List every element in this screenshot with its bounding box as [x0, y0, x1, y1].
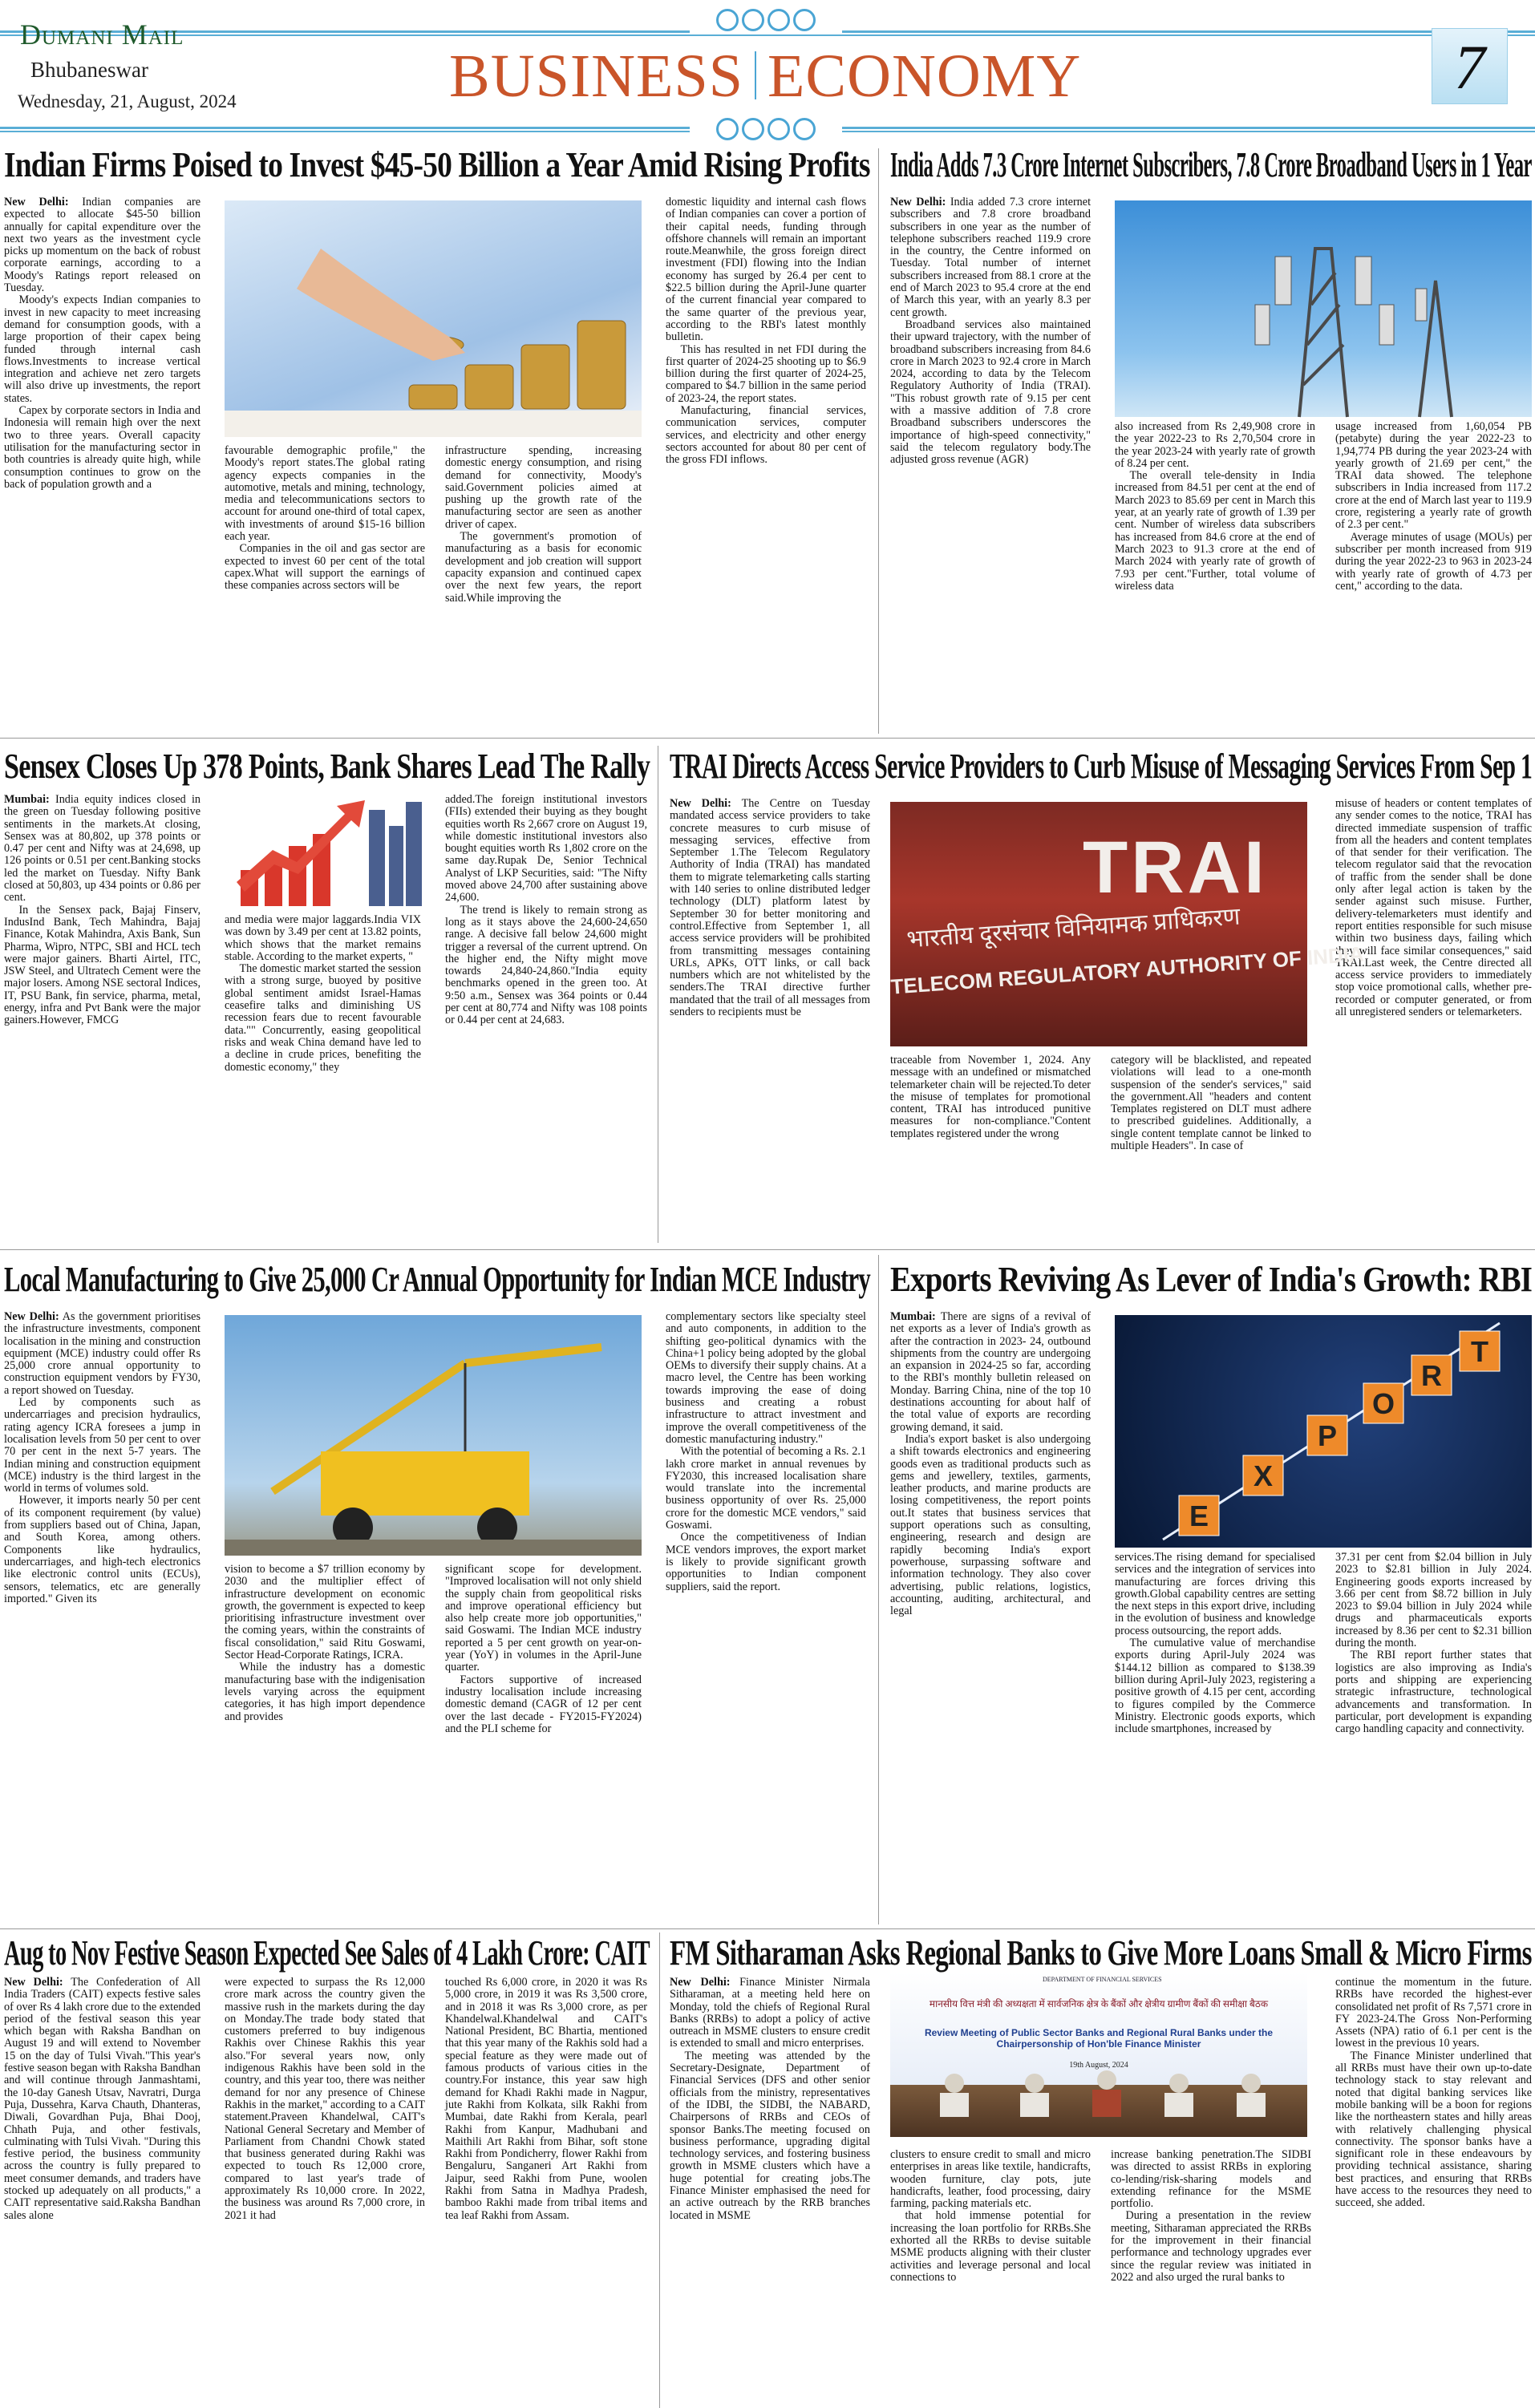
paragraph-text: complementary sectors like specialty steel and auto components, in addition to the shifting geo-political dynamics with the China+1 policy being adopted by the global OEMs to diversify their supply chains. At a macro level, the Centre has been working towards improving the ease of doing business and creating a robust infrastructure to attract investment and improve the overall competitiveness of the domestic manufacturing industry.": [666, 1310, 866, 1446]
paragraph: [4, 1495, 200, 1605]
article-column: [1335, 421, 1532, 727]
dateline: New Delhi:: [4, 196, 69, 208]
paragraph: [1111, 2210, 1311, 2284]
article-column: [4, 1311, 200, 1922]
paragraph: [890, 1054, 1091, 1140]
article-column: [670, 798, 870, 1241]
headline-internet-subscribers[interactable]: India Adds 7.3 Crore Internet Subscribers, 7.8 Crore Broadband Users in 1 Year: [890, 145, 1532, 184]
paragraph-text: The Centre on Tuesday mandated access service providers to take concrete measures to curb misuse of messaging services, effective from September 1.The Telecom Regulatory Authority of India (TRAI) has mandated them to migrate telemarketing calls starting with 140 series to online distributed ledger technology (DLT) platform latest by September 30 for better monitoring and control.Effective from September 1, all access service providers will be prohibited from transmitting messages containing URLs, APKs, OTT links, or call back numbers which are not whitelisted by the senders.The TRAI directive further mandated that the trail of all messages from senders to recipients must be: [670, 797, 870, 1019]
paragraph: [445, 531, 642, 605]
paragraph: [225, 914, 421, 963]
paragraph: [666, 196, 866, 344]
paragraph-text: misuse of headers or content templates of any sender comes to the notice, TRAI has directed immediate suspension of traffic from all the headers and content templates of that sender for their verification. The telecom regulator said that the revocation of traffic from the sender shall be done only after legal action is taken by the sender against such misuse. Further, delivery-telemarketers must identify and report entities responsible for such misuse within two business days, failing which they will face similar consequences," said TRAI.Last week, the Centre directed all access service providers to immediately stop voice promotional calls, whether pre-recorded or computer generated, or from all unregistered senders or telemarketers.: [1335, 797, 1532, 1019]
section-title: [449, 42, 1081, 111]
trai-hindi-sign: भारतीय दूरसंचार विनियामक प्राधिकरण: [905, 903, 1241, 953]
headline-exports[interactable]: Exports Reviving As Lever of India's Growth: RBI: [890, 1260, 1533, 1299]
paragraph-text: The government's promotion of manufacturing as a basis for economic development and job creation will support capacity expansion and continued capex over the next few years, the report said.While improving the: [445, 530, 642, 605]
paragraph: [225, 1564, 425, 1661]
paragraph: [445, 905, 647, 1027]
construction-crane-photo: [225, 1315, 642, 1556]
paragraph: [1335, 798, 1532, 1018]
paragraph-text: Broadband services also maintained their upward trajectory, with the number of broadband subscribers increasing from 84.6 crore in March 2023 to 92.4 crore in March 2024, according to data by the Telecom Regulatory Authority of India (TRAI). "This robust growth rate of 9.15 per cent with a massive addition of 7.8 crore Broadband subscribers underscores the importance of high-speed connectivity," said the telecom regulatory body.The adjusted gross revenue (AGR): [890, 318, 1091, 467]
paragraph: [1115, 1552, 1315, 1637]
paragraph-text: Manufacturing, financial services, communication services, computer services, and electricity and other energy sectors accounted for about 80 per cent of the gross FDI inflows.: [666, 404, 866, 467]
paragraph: [666, 1446, 866, 1532]
paragraph-text: In the Sensex pack, Bajaj Finserv, IndusInd Bank, Tech Mahindra, Bajaj Finance, Kotak Mahindra, Axis Bank, Sun Pharma, Wipro, NTPC, SBI and HCL tech were major gainers. Bharti Airtel, ITC, JSW Steel, and Ultratech Cement were the major losers. Among NSE sectoral Indices, IT, PSU Bank, fin service, pharma, metal, energy, infra and Pvt Bank were the major gainers.However, FMCG: [4, 903, 200, 1027]
article-column: [1111, 1054, 1311, 1241]
paragraph-text: With the potential of becoming a Rs. 2.1 lakh crore market in annual revenues by FY2030, this increased localisation share would translate into the incremental business opportunity of over Rs. 25,000 crore for the domestic MCE vendors," said Goswami.: [666, 1445, 866, 1532]
paragraph-text: domestic liquidity and internal cash flows of Indian companies can cover a portion of their capital needs, funding through offshore channels will remain an important route.Meanwhile, the gross foreign direct investment (FDI) flowing into the Indian economy has surged by 26.4 per cent to $22.5 billion during the April-June quarter of the current financial year compared to the same quarter of the previous year, according to the RBI's latest monthly bulletin.: [666, 196, 866, 344]
article-column: [445, 1977, 647, 2408]
paragraph: [1115, 421, 1315, 470]
paragraph-text: infrastructure spending, increasing domestic energy consumption, and rising demand for connectivity, Moody's said.Government policies aimed at pushing up the growth rate of the manufacturing sector are seen as another driver of capex.: [445, 444, 642, 531]
article-column: [1335, 1977, 1532, 2408]
paragraph: [890, 2210, 1091, 2284]
paragraph: [666, 1311, 866, 1446]
paragraph: [225, 1661, 425, 1722]
paragraph: [1335, 1552, 1532, 1649]
paragraph-text: The domestic market started the session with a strong surge, buoyed by positive global sentiment amidst Israel-Hamas ceasefire talks and diminishing US recession fears due to recent favourable data."" Concurrently, easing geopolitical risks and weak China demand have led to a decline in crude prices, benefiting the domestic economy," they: [225, 962, 421, 1074]
rising-bars-icon: [225, 794, 425, 906]
paragraph: [4, 1977, 200, 2222]
paragraph: [1111, 1054, 1311, 1152]
trai-sign: TRAI: [1083, 827, 1268, 909]
paragraph-text: favourable demographic profile," the Moody's report states.The global rating agency expects companies in the automotive, metals and mining, technology, media and telecommunications sectors to account for around one-third of total capex, with investments of around $15-16 billion each year.: [225, 444, 425, 544]
paragraph-text: significant scope for development. "Improved localisation will not only shield the supply chain from geopolitical risks and improve operational efficiency but also help create more job opportunities," said Goswami. The Indian MCE industry reported a 5 per cent growth on year-on-year (YoY) in volumes in the April-June quarter.: [445, 1563, 642, 1674]
paragraph: [1335, 1649, 1532, 1735]
section-left: BUSINESS: [449, 42, 743, 110]
paragraph-text: Indian companies are expected to allocate $45-50 billion annually for capital expenditure over the next two years as the investment cycle picks up momentum on the back of robust corporate earnings, according to a Moody's Ratings report released on Tuesday.: [4, 196, 200, 295]
article-column: [1115, 421, 1315, 727]
paragraph: [1335, 2050, 1532, 2210]
paragraph: [1115, 470, 1315, 593]
paragraph-text: vision to become a $7 trillion economy by 2030 and the multiplier effect of infrastructure development on economic growth, the government is expected to keep prioritising infrastructure investment over the coming years, within the constraints of fiscal consolidation," said Ritu Goswami, Sector Head-Corporate Ratings, ICRA.: [225, 1563, 425, 1662]
paragraph-text: However, it imports nearly 50 per cent of its component requirement (by value) from suppliers based out of China, Japan, and South Korea, among others. Components like hydraulics, undercarriages, and high-tech electronics like electronic control units (ECUs), sensors, telematics, etc are generally imported." Given its: [4, 1494, 200, 1605]
article-column: [666, 196, 866, 727]
paragraph: [890, 2149, 1091, 2210]
paragraph: [666, 1532, 866, 1593]
paragraph-text: The Finance Minister underlined that all RRBs must have their own up-to-date technology stack to stay relevant and noted that digital banking services like mobile banking will be a boon for regions like the northeastern states and hilly areas with relatively challenging physical connectivity. The sponsor banks have a significant role in these endeavours by providing technical assistance, sharing best practices, and ensuring that RRBs have access to the resources they need to succeed, she added.: [1335, 2049, 1532, 2210]
paragraph-text: Led by components such as undercarriages and precision hydraulics, rating agency ICRA foresees a jump in localisation levels from 50 per cent to over 70 per cent in the next 5-7 years. The Indian mining and construction equipment (MCE) industry is the third largest in the world in terms of volumes sold.: [4, 1396, 200, 1495]
paragraph: [1335, 421, 1532, 532]
paragraph-text: The Confederation of All India Traders (CAIT) expects festive sales of over Rs 4 lakh crore due to the extended period of the festival season this year which began with Raksha Bandhan on August 19 and will extend to November 15 on the day of Tulsi Vivah."This year's festive season began with Raksha Bandhan and will continue through Janmashtami, the 10-day Ganesh Utsav, Navratri, Durga Puja, Dussehra, Karva Chauth, Dhanteras, Diwali, Govardhan Puja, Bhai Dooj, Chhath Puja, and other festivals, culminating with Tulsi Vivah. "During this festive period, the business community across the country is fully prepared to meet consumer demands, and traders have stocked up adequately on all products," a CAIT representative said.Raksha Bandhan sales alone: [4, 1976, 200, 2222]
paragraph-text: Average minutes of usage (MOUs) per subscriber per month increased from 919 during the year 2022-23 to 963 in 2023-24 with yearly rate of growth of 4.73 per cent," according to the data.: [1335, 530, 1532, 593]
meeting-banner: [890, 1973, 1307, 2085]
paragraph-text: India equity indices closed in the green on Tuesday following positive sentiments in the markets.At closing, Sensex was at 80,802, up 378 points or 0.47 per cent and Nifty was at 24,698, up 126 points or 0.51 per cent.Banking stocks led the market on Tuesday. Nifty Bank closed at 50,803, up 434 points or 0.86 per cent.: [4, 793, 200, 905]
paragraph-text: usage increased from 1,60,054 PB (petabyte) during the year 2022-23 to 1,94,774 PB during the year 2023-24 with yearly growth of 21.69 per cent," the TRAI data showed. The telephone subscribers in India increased from 117.2 crore at the end of March last year to 119.9 crore, registering a yearly rate of growth of 2.3 per cent.": [1335, 420, 1532, 532]
paragraph-text: India added 7.3 crore internet subscribers and 7.8 crore broadband subscribers in one year as the number of telephone subscribers reached 119.9 crore in the country, the Centre informed on Tuesday. Total number of internet subscribers increased from 88.1 crore at the end of March 2023 to 95.4 crore at the end of March this year, with an yearly 8.3 per cent growth.: [890, 196, 1092, 319]
article-column: [445, 794, 647, 1241]
page-number: 7: [1432, 28, 1508, 104]
paragraph: [445, 1564, 642, 1674]
paragraph-text: As the government prioritises the infrastructure investments, component localisation in the mining and construction equipment (MCE) industry could offer Rs 25,000 crore annual opportunity to construction equipment vendors by FY30, a report showed on Tuesday.: [4, 1310, 201, 1397]
article-column: [225, 1564, 425, 1922]
article-column: [225, 1977, 425, 2408]
export-letter: R: [1421, 1359, 1442, 1392]
section-right: ECONOMY: [768, 42, 1082, 110]
dateline: New Delhi:: [4, 1976, 63, 1989]
tower-icon: [1115, 200, 1532, 417]
paragraph-text: The meeting was attended by the Secretary-Designate, Department of Financial Services (DFS and other senior officials from the ministry, representatives of the IDBI, the SIDBI, the NABARD, Chairpersons of RRBs and CEOs of sponsor Banks.The meeting focused on business performance, upgrading digital technology services, and fostering business growth in MSME clusters which have a huge potential for creating jobs.The Finance Minister emphasised the need for an active outreach by the RRB branches located in MSME: [670, 2049, 870, 2222]
paragraph-text: Finance Minister Nirmala Sitharaman, at a meeting held here on Monday, told the chiefs of Regional Rural Banks (RRBs) to adopt a policy of active outreach in MSME clusters to ensure credit is extended to small and micro enterprises.: [670, 1976, 870, 2050]
headline-capex[interactable]: Indian Firms Poised to Invest $45-50 Billion a Year Amid Rising Profits: [4, 145, 870, 184]
paragraph: [4, 294, 200, 405]
paragraph: [670, 2050, 870, 2222]
paragraph: [670, 798, 870, 1018]
export-growth-photo: [1115, 1315, 1532, 1548]
article-column: [1335, 798, 1532, 1241]
paragraph: [1115, 1637, 1315, 1735]
paragraph: [890, 1311, 1091, 1434]
headline-cait[interactable]: Aug to Nov Festive Season Expected See Sales of 4 Lakh Crore: CAIT: [4, 1933, 650, 1973]
paragraph-text: The overall tele-density in India increased from 84.51 per cent at the end of March 2023 to 85.69 per cent in March this year, at an yearly rate of growth of 1.39 per cent. Number of wireless data subscribers has increased from 84.6 crore at the end of March 2023 to 91.3 crore at the end of March 2024 with yearly rate of growth of 7.93 per cent."Further, total volume of wireless data: [1115, 469, 1315, 593]
headline-trai[interactable]: TRAI Directs Access Service Providers to Curb Misuse of Messaging Services From Sep 1: [670, 747, 1533, 786]
market-rally-chart-photo: [225, 794, 425, 906]
trai-building-photo: [889, 802, 1365, 1046]
banner-date: 19th August, 2024: [1069, 2061, 1128, 2070]
top-ornament-icon: [690, 6, 842, 34]
paragraph-text: India's export basket is also undergoing a shift towards electronics and engineering goods even as traditional products such as gems and jewellery, textiles, garments, leather products, and marine products are losing competitiveness, the report points out.It states that business services that support operations such as consulting, engineering, research and design are rapidly becoming India's export powerhouse, surpassing software and information technology. They also cover advertising, public relations, logistics, accounting, auditing, architectural, and legal: [890, 1432, 1091, 1618]
paragraph-text: services.The rising demand for specialised services and the integration of services into manufacturing are forces driving this growth.Global capability centres are setting the next steps in this export drive, including in the evolution of business and knowledge process outsourcing, the report adds.: [1115, 1551, 1315, 1637]
headline-sensex[interactable]: Sensex Closes Up 378 Points, Bank Shares Lead The Rally: [4, 747, 650, 786]
export-letter: T: [1471, 1335, 1488, 1368]
trai-english-sign: TELECOM REGULATORY AUTHORITY OF INDIA: [889, 941, 1365, 999]
paragraph: [4, 196, 200, 294]
dateline: Mumbai:: [890, 1310, 936, 1323]
paragraph: [4, 1311, 200, 1397]
paragraph-text: Once the competitiveness of Indian MCE vendors improves, the export market is likely to provide significant growth opportunities to Indian component suppliers, said the report.: [666, 1531, 866, 1593]
paragraph: [4, 1397, 200, 1495]
banner-english: Review Meeting of Public Sector Banks and Regional Rural Banks under the Chairpersonship of Hon'ble Finance Minister: [924, 2027, 1274, 2050]
paragraph: [445, 1674, 642, 1735]
paragraph-text: increase banking penetration.The SIDBI was directed to assist RRBs in exploring co-lending/risk-sharing models and extending refinance for the MSME portfolio.: [1111, 2148, 1311, 2211]
paragraph: [4, 905, 200, 1027]
paragraph: [666, 344, 866, 405]
paragraph: [445, 1977, 647, 2222]
paragraph-text: The trend is likely to remain strong as long as it stays above the 24,600-24,650 range. A decisive fall below 24,600 might trigger a reversal of the current uptrend. On the higher end, the Nifty might move towards 24,840-24,860."India equity benchmarks opened in the green too. At 9:50 a.m., Sensex was 364 points or 0.44 per cent at 80,774 and Nifty was 108 points or 0.44 per cent at 24,683.: [445, 903, 647, 1027]
divider: [0, 1249, 1535, 1250]
crane-icon: [225, 1315, 642, 1556]
paragraph-text: that hold immense potential for increasing the loan portfolio for RRBs.She exhorted all the RRBs to devise suitable MSME products aligning with their cluster activities and leverage personal and local connections to: [890, 2209, 1091, 2284]
paragraph-text: category will be blacklisted, and repeated violations will lead to a one-month suspension of the sender's services," said the government.All "headers and content Templates registered on DLT must adhere to prescribed guidelines. Additionally, a single content template cannot be linked to multiple Headers". In case of: [1111, 1054, 1311, 1153]
export-letter: O: [1371, 1387, 1395, 1420]
dateline: New Delhi:: [4, 1310, 59, 1323]
dateline: Mumbai:: [4, 793, 50, 806]
headline-fm-sitharaman[interactable]: FM Sitharaman Asks Regional Banks to Give More Loans Small & Micro Firms: [670, 1933, 1532, 1973]
article-column: [666, 1311, 866, 1922]
divider: [0, 738, 1535, 739]
export-blocks-icon: [1115, 1315, 1532, 1548]
paragraph: [890, 319, 1091, 467]
paragraph-text: continue the momentum in the future. RRBs have recorded the highest-ever consolidated net profit of Rs 7,571 crore in FY 2023-24.The Gross Non-Performing Assets (NPA) ratio of 6.1 per cent is the lowest in the previous 10 years.: [1335, 1976, 1532, 2050]
newspaper-name: Dumani Mail: [20, 18, 184, 51]
edition-city: Bhubaneswar: [30, 58, 148, 82]
article-column: [4, 794, 200, 1241]
bottom-ornament-icon: [690, 115, 842, 143]
paragraph-text: There are signs of a revival of net exports as a lever of India's growth as after the contraction in 2023- 24, outbound shipments from the country are undergoing an expansion in 2024-25 so far, according to the RBI's monthly bulletin released on Monday. Barring China, nine of the top 10 destinations accounting for about half of the total value of exports are recording growing demand, it said.: [890, 1310, 1091, 1434]
paragraph: [225, 963, 421, 1074]
banner-hindi: मानसीय वित्त मंत्री की अध्यक्षता में सार्वजनिक क्षेत्र के बैंकों और क्षेत्रीय ग्रामीण बैंकों की समीक्षा बैठक: [929, 1998, 1269, 2009]
officials-icon: [890, 2069, 1307, 2137]
export-letter: E: [1189, 1499, 1209, 1532]
coins-investment-photo: [225, 200, 642, 437]
paragraph-text: were expected to surpass the Rs 12,000 crore mark across the country given the massive rush in the markets during the day on Monday.The trade body stated that customers preferred to buy indigenous Rakhis over Chinese Rakhis this year also."For several years now, only indigenous Rakhis have been sold in the country, and this year too, there was neither demand for nor any presence of Chinese Rakhis in the market," according to a CAIT statement.Praveen Khandelwal, CAIT's National General Secretary and Member of Parliament from Chandni Chowk stated that business generated during Rakhi was expected to touch Rs 12,000 crore, compared to last year's trade of approximately Rs 10,000 crore. In 2022, the business was around Rs 7,000 crore, in 2021 it had: [225, 1976, 425, 2222]
paragraph: [225, 445, 425, 543]
finance-ministry-meeting-photo: [890, 1973, 1307, 2137]
article-column: [1335, 1552, 1532, 1922]
article-column: [445, 445, 642, 727]
dateline: New Delhi:: [670, 797, 731, 810]
headline-mce[interactable]: Local Manufacturing to Give 25,000 Cr Annual Opportunity for Indian MCE Industry: [4, 1260, 871, 1299]
article-column: [445, 1564, 642, 1922]
paragraph: [670, 1977, 870, 2050]
paragraph-text: The cumulative value of merchandise exports during April-July 2024 was $144.12 billion as compared to $138.39 billion during April-July 2023, registering a positive growth of 4.15 per cent, according to figures compiled by the Commerce Ministry. Electronic goods exports, which include smartphones, increased by: [1115, 1637, 1315, 1736]
paragraph: [1111, 2149, 1311, 2210]
divider: [878, 148, 879, 734]
paragraph-text: Factors supportive of increased industry localisation include increasing domestic demand (CAGR of 12 per cent over the last decade - FY2015-FY2024) and the PLI scheme for: [445, 1673, 642, 1735]
coins-icon: [225, 200, 642, 437]
telecom-tower-photo: [1115, 200, 1532, 417]
article-column: [225, 914, 421, 1241]
article-column: [225, 445, 425, 727]
paragraph-text: added.The foreign institutional investors (FIIs) extended their buying as they bought equities worth Rs 2,667 crore on August 19, while domestic institutional investors also bought equities worth Rs 1,802 crore on the same day.Rupak De, Senior Technical Analyst of LKP Securities, said: "The Nifty moved above 24,700 after sustaining above 24,600.: [445, 793, 647, 905]
article-column: [4, 1977, 200, 2408]
dateline: New Delhi:: [670, 1976, 731, 1989]
paragraph-text: and media were major laggards.India VIX was down by 3.49 per cent at 13.82 points, which shows that the market remains stable. According to the market experts, ": [225, 913, 421, 963]
export-letter: P: [1317, 1419, 1338, 1452]
paragraph-text: traceable from November 1, 2024. Any message with an undefined or mismatched telemarketer chain will be rejected.To deter the misuse of templates for promotional content, TRAI has introduced punitive measures for non-compliance."Content templates registered under the wrong: [890, 1054, 1091, 1140]
paragraph-text: 37.31 per cent from $2.04 billion in July 2023 to $2.81 billion in July 2024. Engineering goods exports increased by 3.66 per cent from $8.72 billion in July 2023 to $9.04 billion in July 2024 while drugs and pharmaceuticals exports increased by 8.36 per cent to $2.31 billion during the month.: [1335, 1551, 1532, 1650]
paragraph-text: also increased from Rs 2,49,908 crore in the year 2022-23 to Rs 2,70,504 crore in the year 2023-24 with yearly rate of growth of 8.24 per cent.: [1115, 420, 1315, 470]
article-column: [4, 196, 200, 727]
paragraph: [890, 196, 1091, 319]
paragraph: [225, 543, 425, 592]
paragraph-text: During a presentation in the review meeting, Sitharaman appreciated the RRBs for the improvement in their financial performance and technology upgrades ever since the regular review was initiated in 2022 and also urged the rural banks to: [1111, 2209, 1311, 2284]
export-letter: X: [1253, 1459, 1274, 1492]
divider: [0, 1928, 1535, 1929]
paragraph: [445, 794, 647, 905]
divider: [878, 1255, 879, 1924]
issue-date: Wednesday, 21, August, 2024: [18, 91, 237, 111]
paragraph-text: Capex by corporate sectors in India and Indonesia will remain high over the next two to three years. Overall capacity utilisation for the manufacturing sector in both countries is already quite high, while consumption continues to grow on the back of population growth and a: [4, 404, 200, 491]
paragraph: [666, 405, 866, 466]
paragraph-text: touched Rs 6,000 crore, in 2020 it was Rs 5,000 crore, in 2019 it was Rs 3,500 crore, and in 2018 it was Rs 3,000 crore, as per Khandelwal.Khandelwal and CAIT's National President, BC Bhartia, mentioned that this year many of the Rakhis sold had a special feature as they were made out of famous products of various cities in the country.For instance, this year saw high demand for Khadi Rakhi made in Nagpur, jute Rakhi from Kolkata, silk Rakhi from Mumbai, date Rakhi from Kerala, pearl Rakhi from Kanpur, Madhubani and Maithili Art Rakhi from Bihar, soft stone Rakhi from Pondicherry, flower Rakhi from Bengaluru, Sanganeri Art Rakhi from Jaipur, seed Rakhi from Pune, woolen Rakhi from Satna in Madhya Pradesh, bamboo Rakhi made from tribal items and tea leaf Rakhi from Assam.: [445, 1976, 647, 2222]
paragraph-text: This has resulted in net FDI during the first quarter of 2024-25 shooting up to $6.9 billion during the first quarter of 2024-25, compared to $4.7 billion in the same period of 2023-24, the report states.: [666, 342, 866, 405]
article-column: [670, 1977, 870, 2408]
article-column: [1115, 1552, 1315, 1922]
paragraph: [890, 1434, 1091, 1617]
paragraph-text: The RBI report further states that logistics are also improving as India's ports and shipping are experiencing strategic infrastructure, technological advancements and transformation. In particular, port development is expanding cargo handling capacity and connectivity.: [1335, 1649, 1532, 1736]
paragraph: [225, 1977, 425, 2222]
divider: [659, 1932, 660, 2408]
paragraph-text: Companies in the oil and gas sector are expected to invest 60 per cent of the total capex.What will support the earnings of these companies across sectors will be: [225, 542, 425, 593]
paragraph-text: clusters to ensure credit to small and micro enterprises in areas like textile, handicrafts, wooden furniture, clay pots, jute handicrafts, leather, food processing, dairy farming, packing materials etc.: [890, 2148, 1091, 2211]
paragraph: [4, 794, 200, 905]
article-column: [890, 1311, 1091, 1922]
dfs-logo-text: DEPARTMENT OF FINANCIAL SERVICES: [1043, 1976, 1162, 1983]
article-column: [890, 2149, 1091, 2408]
dateline: New Delhi:: [890, 196, 946, 208]
paragraph: [1335, 1977, 1532, 2050]
article-column: [890, 196, 1091, 727]
paragraph: [445, 445, 642, 531]
article-column: [1111, 2149, 1311, 2408]
paragraph-text: Moody's expects Indian companies to invest in new capacity to meet increasing demand for consumption goods, with a large proportion of their capex being funded through internal cash flows.Investments to increase vertical integration and achieve net zero targets will also drive up investments, the report states.: [4, 293, 200, 405]
paragraph: [1335, 532, 1532, 593]
paragraph-text: While the industry has a domestic manufacturing base with the indigenisation levels varying across the equipment categories, it has high import dependence and provides: [225, 1661, 425, 1723]
paragraph: [4, 405, 200, 491]
article-column: [890, 1054, 1091, 1241]
